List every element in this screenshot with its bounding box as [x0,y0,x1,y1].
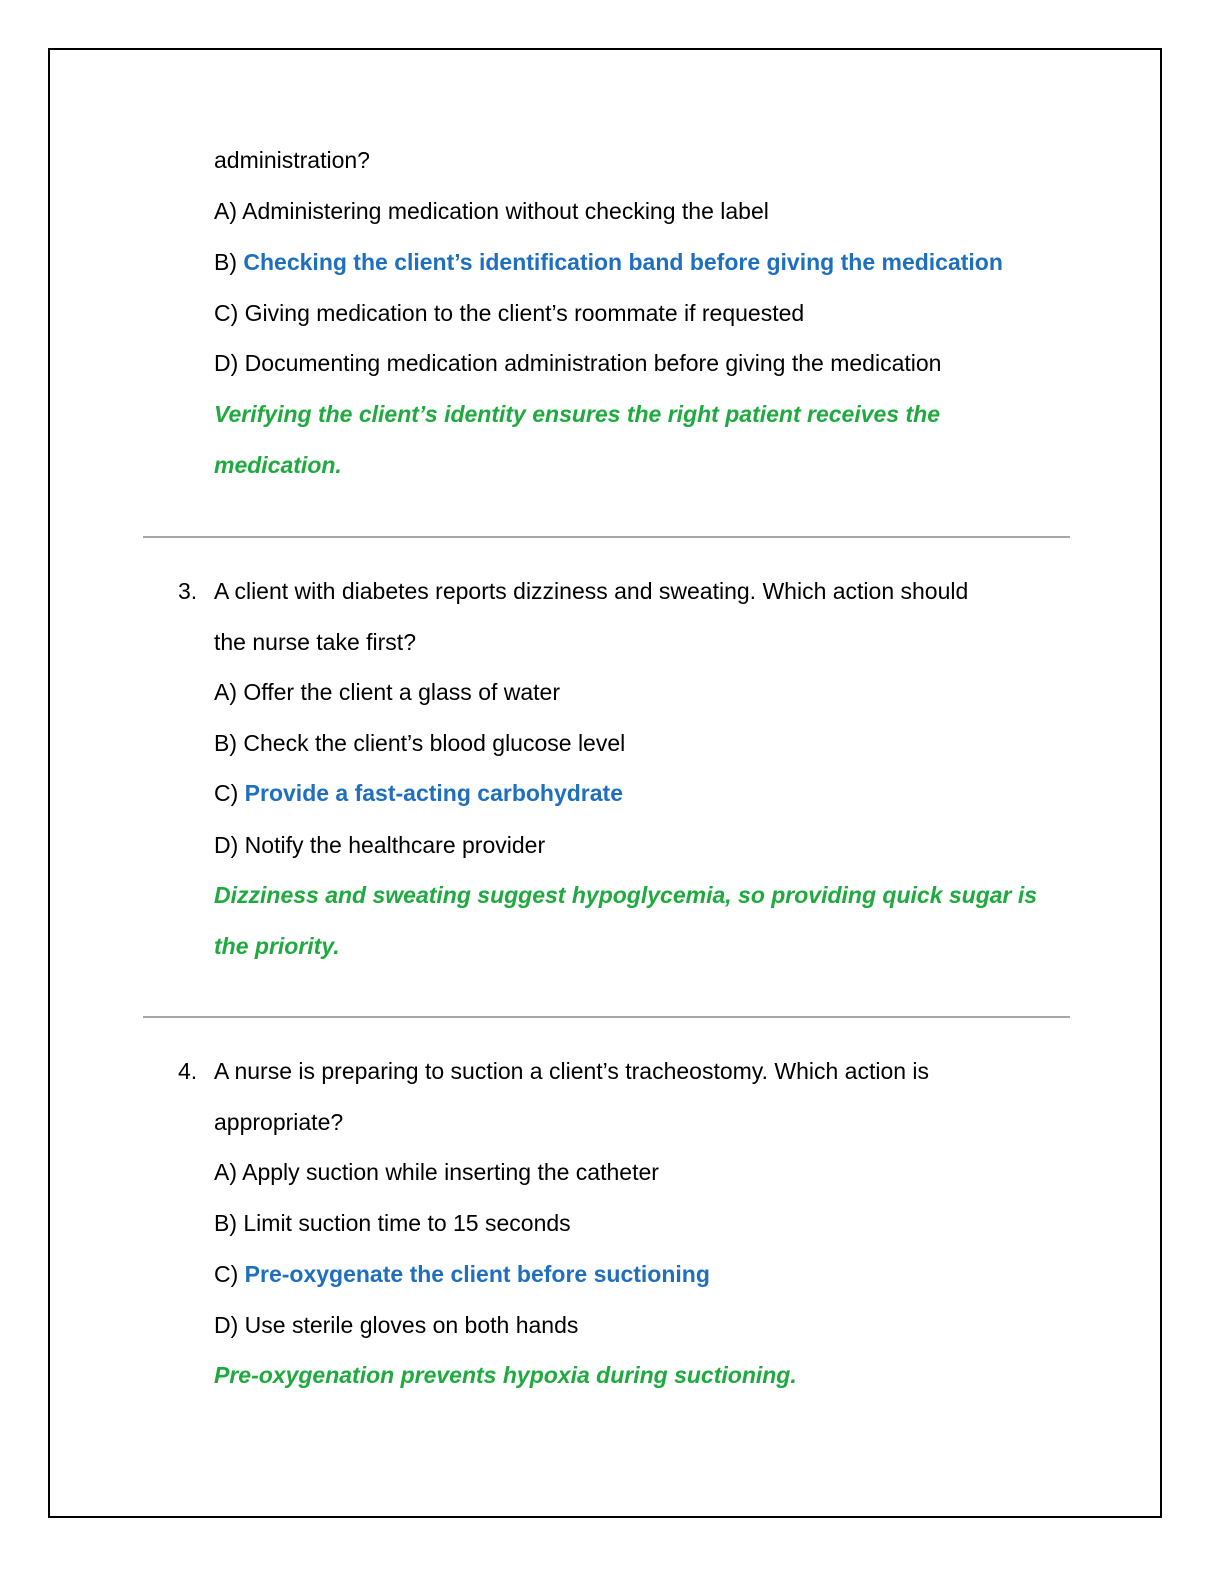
q3-rationale-line1: Dizziness and sweating suggest hypoglycemia, so providing quick sugar is [214,882,1038,908]
q4-option-a-prefix: A) [214,1159,243,1185]
section-divider-1 [143,536,1070,538]
q2-option-d [214,348,941,378]
q4-option-c-correct-text: Pre-oxygenate the client before suctioning [244,1261,710,1287]
q3-option-d-prefix: D) [214,832,245,858]
q4-rationale-line1: Pre-oxygenation prevents hypoxia during suctioning. [214,1362,797,1388]
q3-option-a [214,677,560,707]
q2-rationale-line2: medication. [214,452,342,478]
q4-option-c-prefix: C) [214,1261,245,1287]
q2-option-b-correct-text: Checking the client’s identification band before giving the medication [243,249,1003,275]
q4-option-d [214,1310,578,1340]
q4-number: 4. [178,1058,198,1084]
q2-option-c [214,298,804,328]
q2-option-a [214,196,769,226]
q2-option-a-prefix: A) [214,198,243,224]
q3-option-d [214,830,545,860]
q3-stem-line2: the nurse take first? [214,629,416,655]
q4-option-c [214,1259,710,1289]
q2-stem-tail: administration? [214,147,370,173]
q3-option-d-text: Notify the healthcare provider [244,832,546,858]
q4-option-d-text: Use sterile gloves on both hands [244,1312,579,1338]
section-divider-2 [143,1016,1070,1018]
q2-option-b [214,247,1003,277]
q2-option-a-text: Administering medication without checking the label [242,198,769,224]
q2-option-c-prefix: C) [214,300,245,326]
q3-option-c-correct-text: Provide a fast-acting carbohydrate [244,780,624,806]
q3-rationale-line2: the priority. [214,933,340,959]
q3-option-c [214,778,623,808]
q2-option-c-text: Giving medication to the client’s roommate if requested [244,300,805,326]
q3-option-b-prefix: B) [214,730,244,756]
q4-option-d-prefix: D) [214,1312,245,1338]
q2-option-b-prefix: B) [214,249,244,275]
q4-option-a-text: Apply suction while inserting the catheter [242,1159,659,1185]
q4-option-b-prefix: B) [214,1210,244,1236]
q2-rationale-line1: Verifying the client’s identity ensures the right patient receives the [214,401,940,427]
q3-option-c-prefix: C) [214,780,245,806]
q3-number: 3. [178,578,198,604]
q3-option-a-text: Offer the client a glass of water [243,679,561,705]
q4-option-b [214,1208,571,1238]
q4-stem-line1: A nurse is preparing to suction a client’s tracheostomy. Which action is [214,1058,930,1084]
q2-option-d-text: Documenting medication administration before giving the medication [244,350,942,376]
q3-option-b-text: Check the client’s blood glucose level [243,730,626,756]
q4-option-b-text: Limit suction time to 15 seconds [243,1210,571,1236]
q4-stem-line2: appropriate? [214,1109,344,1135]
q4-option-a [214,1157,659,1187]
q3-option-b [214,728,625,758]
q3-option-a-prefix: A) [214,679,244,705]
q2-option-d-prefix: D) [214,350,245,376]
q3-stem-line1: A client with diabetes reports dizziness and sweating. Which action should [214,578,969,604]
